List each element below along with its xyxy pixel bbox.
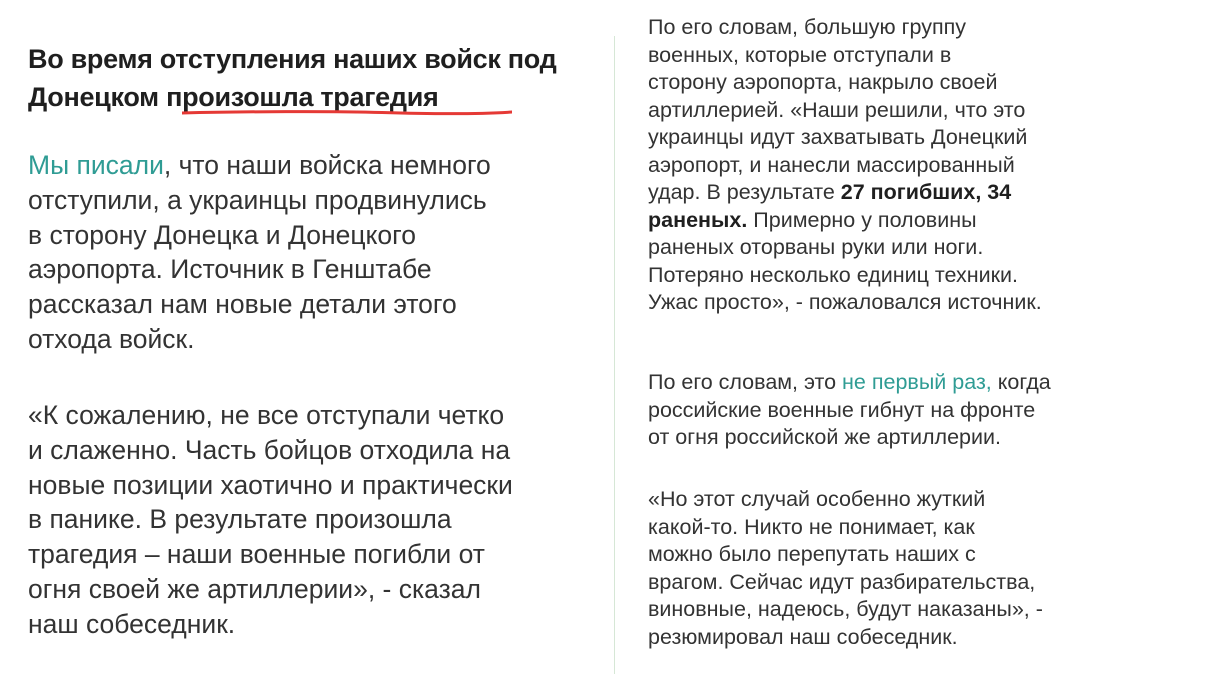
- casualty-figures-cont: раненых.: [648, 207, 748, 232]
- link-my-pisali[interactable]: Мы писали: [28, 150, 164, 180]
- article-headline: [28, 40, 600, 116]
- headline-line-2-start: Донецком: [28, 82, 167, 112]
- left-paragraph-1: Мы писали, что наши войска немного отступили, а украинцы продвинулись в сторону Донецка и Донецкого аэропорта. Источник в Генштабе рассказал нам новые детали этого отхода войск.: [28, 150, 491, 354]
- headline-underlined-phrase: произошла трагедия: [166, 82, 439, 112]
- right-paragraph-1: По его словам, большую группу военных, которые отступали в сторону аэропорта, накрыло своей артиллерией. «Наши решили, что это украинцы идут захватывать Донецкий аэропорт, и нанесли массированный удар. В результате 27 погибших, 34 раненых. Примерно у половины раненых оторваны руки или ноги. Потеряно несколько единиц техники. Ужас просто», - пожаловался источник.: [648, 15, 1042, 314]
- headline-underline-highlight: [182, 110, 512, 116]
- left-paragraph-2-quote: «К сожалению, не все отступали четко и слаженно. Часть бойцов отходила на новые позиции хаотично и практически в панике. В результате произошла трагедия – наши военные погибли от огня своей же артиллерии», - сказал наш собеседник.: [28, 400, 513, 639]
- link-ne-pervyi-raz[interactable]: не первый раз,: [842, 370, 992, 394]
- right-paragraph-3-quote: «Но этот случай особенно жуткий какой-то. Никто не понимает, как можно было перепутать наших с врагом. Сейчас идут разбирательства, виновные, надеюсь, будут наказаны», - резюмировал наш собеседник.: [648, 487, 1043, 649]
- headline-line-1: Во время отступления наших войск под: [28, 44, 557, 74]
- casualty-figures: 27 погибших, 34: [840, 180, 1012, 204]
- column-divider: [614, 36, 615, 674]
- right-paragraph-2: По его словам, это не первый раз, когда российские военные гибнут на фронте от огня российской же артиллерии.: [648, 370, 1051, 449]
